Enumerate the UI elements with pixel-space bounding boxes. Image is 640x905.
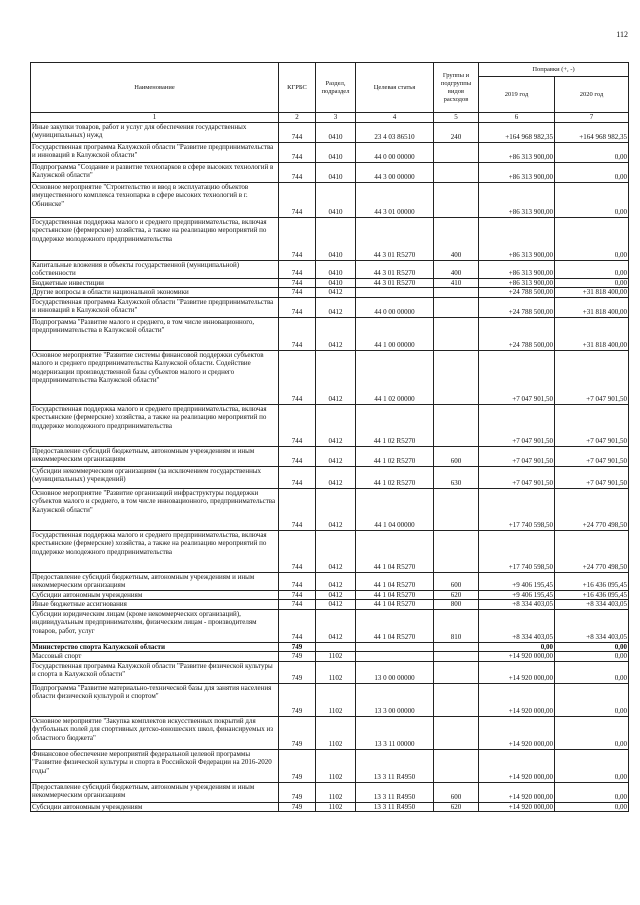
row-2019-amount-cell: +14 920 000,00 xyxy=(479,652,555,662)
row-kgrbs-cell: 744 xyxy=(279,217,316,260)
row-2020-amount-cell: 0,00 xyxy=(555,782,629,802)
row-group-cell xyxy=(434,652,479,662)
column-number: 5 xyxy=(434,113,479,123)
row-2019-amount-cell: +7 047 901,50 xyxy=(479,446,555,466)
row-target-cell: 44 1 04 R5270 xyxy=(356,609,434,642)
row-name-cell: Министерство спорта Калужской области xyxy=(31,642,279,652)
table-body xyxy=(31,122,629,812)
row-name-cell: Субсидии некоммерческим организациям (за исключением государственных (муниципальных) учреждений) xyxy=(31,466,279,488)
column-number: 4 xyxy=(356,113,434,123)
row-kgrbs-cell: 744 xyxy=(279,297,316,317)
row-2019-amount-cell: +9 406 195,45 xyxy=(479,572,555,590)
row-2019-amount-cell: +24 788 500,00 xyxy=(479,288,555,298)
row-2019-amount-cell: +86 313 900,00 xyxy=(479,260,555,278)
row-kgrbs-cell: 744 xyxy=(279,278,316,288)
row-target-cell xyxy=(356,652,434,662)
row-name-cell: Субсидии автономным учреждениям xyxy=(31,590,279,600)
row-name-cell: Государственная программа Калужской области "Развитие предпринимательства и инноваций в Калужской области" xyxy=(31,297,279,317)
row-section-cell: 0410 xyxy=(316,182,356,217)
row-group-cell xyxy=(434,288,479,298)
row-target-cell: 44 1 02 00000 xyxy=(356,350,434,404)
table-row xyxy=(31,683,629,716)
row-kgrbs-cell: 744 xyxy=(279,288,316,298)
row-target-cell: 44 1 04 R5270 xyxy=(356,572,434,590)
row-kgrbs-cell: 744 xyxy=(279,122,316,142)
table-row xyxy=(31,122,629,142)
row-group-cell xyxy=(434,404,479,446)
row-target-cell: 44 1 02 R5270 xyxy=(356,404,434,446)
header-name: Наименование xyxy=(31,63,279,113)
row-name-cell: Подпрограмма "Развитие материально-технической базы для занятия населения области физической культурой и спортом" xyxy=(31,683,279,716)
row-section-cell: 0410 xyxy=(316,162,356,182)
row-group-cell xyxy=(434,297,479,317)
row-2020-amount-cell: +8 334 403,05 xyxy=(555,609,629,642)
row-section-cell: 1102 xyxy=(316,749,356,782)
row-kgrbs-cell: 749 xyxy=(279,661,316,683)
row-kgrbs-cell: 749 xyxy=(279,749,316,782)
row-2019-amount-cell: +8 334 403,05 xyxy=(479,609,555,642)
row-2020-amount-cell: 0,00 xyxy=(555,802,629,812)
row-2019-amount-cell: +164 968 982,35 xyxy=(479,122,555,142)
row-section-cell: 0410 xyxy=(316,217,356,260)
row-name-cell: Предоставление субсидий бюджетным, автономным учреждениям и иным некоммерческим организациям xyxy=(31,782,279,802)
row-kgrbs-cell: 744 xyxy=(279,446,316,466)
row-section-cell: 0412 xyxy=(316,446,356,466)
page-number: 112 xyxy=(616,30,628,39)
row-2020-amount-cell: +164 968 982,35 xyxy=(555,122,629,142)
row-section-cell: 0410 xyxy=(316,122,356,142)
row-kgrbs-cell: 744 xyxy=(279,162,316,182)
row-2020-amount-cell: 0,00 xyxy=(555,162,629,182)
row-group-cell: 410 xyxy=(434,278,479,288)
row-section-cell: 1102 xyxy=(316,782,356,802)
column-number: 3 xyxy=(316,113,356,123)
row-kgrbs-cell: 749 xyxy=(279,802,316,812)
row-name-cell: Подпрограмма "Развитие малого и среднего, в том числе инновационного, предпринимательства в Калужской области" xyxy=(31,317,279,350)
table-row xyxy=(31,802,629,812)
row-group-cell: 620 xyxy=(434,802,479,812)
row-group-cell xyxy=(434,716,479,749)
row-target-cell xyxy=(356,642,434,652)
row-group-cell xyxy=(434,488,479,530)
row-target-cell: 44 1 04 R5270 xyxy=(356,600,434,610)
row-target-cell: 13 3 11 00000 xyxy=(356,716,434,749)
table-row xyxy=(31,661,629,683)
row-group-cell xyxy=(434,162,479,182)
row-2019-amount-cell: +17 740 598,50 xyxy=(479,488,555,530)
column-number: 7 xyxy=(555,113,629,123)
table-row xyxy=(31,278,629,288)
row-kgrbs-cell: 744 xyxy=(279,488,316,530)
row-group-cell: 810 xyxy=(434,609,479,642)
row-target-cell: 44 3 01 R5270 xyxy=(356,278,434,288)
row-2020-amount-cell: +16 436 095,45 xyxy=(555,572,629,590)
row-name-cell: Государственная программа Калужской области "Развитие физической культуры и спорта в Калужской области" xyxy=(31,661,279,683)
row-target-cell: 44 1 04 R5270 xyxy=(356,590,434,600)
column-number: 6 xyxy=(479,113,555,123)
row-section-cell: 0412 xyxy=(316,609,356,642)
row-2019-amount-cell: +14 920 000,00 xyxy=(479,749,555,782)
row-section-cell: 1102 xyxy=(316,661,356,683)
table-row xyxy=(31,572,629,590)
row-kgrbs-cell: 744 xyxy=(279,404,316,446)
row-kgrbs-cell: 744 xyxy=(279,572,316,590)
row-group-cell: 400 xyxy=(434,217,479,260)
row-2020-amount-cell: +16 436 095,45 xyxy=(555,590,629,600)
row-group-cell: 240 xyxy=(434,122,479,142)
row-2019-amount-cell: +17 740 598,50 xyxy=(479,530,555,572)
row-name-cell: Государственная поддержка малого и среднего предпринимательства, включая крестьянские (фермерские) хозяйства, а также на реализацию мероприятий по поддержке молодежного предпринимательства xyxy=(31,217,279,260)
row-kgrbs-cell: 744 xyxy=(279,530,316,572)
row-2020-amount-cell: 0,00 xyxy=(555,683,629,716)
table-row xyxy=(31,350,629,404)
row-2020-amount-cell: 0,00 xyxy=(555,642,629,652)
row-kgrbs-cell: 744 xyxy=(279,142,316,162)
row-section-cell: 0412 xyxy=(316,317,356,350)
row-section-cell xyxy=(316,642,356,652)
row-group-cell xyxy=(434,350,479,404)
row-name-cell: Субсидии юридическим лицам (кроме некоммерческих организаций), индивидуальным предпринимателям, физическим лицам - производителям товаров, работ, услуг xyxy=(31,609,279,642)
row-section-cell: 0412 xyxy=(316,350,356,404)
row-target-cell: 44 1 02 R5270 xyxy=(356,466,434,488)
row-kgrbs-cell: 744 xyxy=(279,600,316,610)
row-group-cell xyxy=(434,749,479,782)
row-group-cell: 600 xyxy=(434,782,479,802)
row-target-cell: 44 3 01 R5270 xyxy=(356,260,434,278)
row-section-cell: 1102 xyxy=(316,802,356,812)
row-group-cell xyxy=(434,530,479,572)
row-name-cell: Массовый спорт xyxy=(31,652,279,662)
row-2019-amount-cell: +7 047 901,50 xyxy=(479,350,555,404)
row-2020-amount-cell: +7 047 901,50 xyxy=(555,466,629,488)
row-2020-amount-cell: 0,00 xyxy=(555,260,629,278)
row-group-cell: 800 xyxy=(434,600,479,610)
table-row xyxy=(31,317,629,350)
row-name-cell: Государственная программа Калужской области "Развитие предпринимательства и инноваций в Калужской области" xyxy=(31,142,279,162)
table-row xyxy=(31,217,629,260)
row-2020-amount-cell: 0,00 xyxy=(555,142,629,162)
row-2019-amount-cell: +14 920 000,00 xyxy=(479,661,555,683)
row-kgrbs-cell: 744 xyxy=(279,466,316,488)
row-section-cell: 0412 xyxy=(316,600,356,610)
row-2019-amount-cell: +14 920 000,00 xyxy=(479,683,555,716)
table-row xyxy=(31,652,629,662)
row-2020-amount-cell: +7 047 901,50 xyxy=(555,350,629,404)
table-row xyxy=(31,600,629,610)
row-2019-amount-cell: +8 334 403,05 xyxy=(479,600,555,610)
row-2019-amount-cell: +9 406 195,45 xyxy=(479,590,555,600)
row-section-cell: 0410 xyxy=(316,142,356,162)
header-year-2019: 2019 год xyxy=(479,77,555,113)
row-name-cell: Иные закупки товаров, работ и услуг для обеспечения государственных (муниципальных) нужд xyxy=(31,122,279,142)
row-section-cell: 0412 xyxy=(316,466,356,488)
row-kgrbs-cell: 749 xyxy=(279,683,316,716)
row-2020-amount-cell: 0,00 xyxy=(555,661,629,683)
row-target-cell: 44 3 01 R5270 xyxy=(356,217,434,260)
table-row xyxy=(31,716,629,749)
row-kgrbs-cell: 744 xyxy=(279,182,316,217)
column-number-row xyxy=(31,113,629,123)
row-section-cell: 0412 xyxy=(316,297,356,317)
table-row xyxy=(31,404,629,446)
row-2019-amount-cell: +24 788 500,00 xyxy=(479,317,555,350)
row-kgrbs-cell: 744 xyxy=(279,317,316,350)
row-group-cell: 630 xyxy=(434,466,479,488)
header-section: Раздел, подраздел xyxy=(316,63,356,113)
row-kgrbs-cell: 744 xyxy=(279,350,316,404)
row-target-cell: 44 0 00 00000 xyxy=(356,297,434,317)
row-2020-amount-cell: +7 047 901,50 xyxy=(555,446,629,466)
budget-amendments-table xyxy=(30,62,629,812)
table-row xyxy=(31,142,629,162)
table-row xyxy=(31,297,629,317)
row-kgrbs-cell: 749 xyxy=(279,642,316,652)
row-target-cell: 44 1 04 00000 xyxy=(356,488,434,530)
row-name-cell: Государственная поддержка малого и среднего предпринимательства, включая крестьянские (фермерские) хозяйства, а также на реализацию мероприятий по поддержке молодежного предпринимательства xyxy=(31,404,279,446)
row-2020-amount-cell: +31 818 400,00 xyxy=(555,288,629,298)
row-section-cell: 1102 xyxy=(316,652,356,662)
row-target-cell: 44 0 00 00000 xyxy=(356,142,434,162)
row-target-cell: 44 1 02 R5270 xyxy=(356,446,434,466)
row-2020-amount-cell: 0,00 xyxy=(555,716,629,749)
row-name-cell: Основное мероприятие "Строительство и ввод в эксплуатацию объектов имущественного комплекса технопарка в сфере высоких технологий в г. Обнинске" xyxy=(31,182,279,217)
row-2019-amount-cell: +7 047 901,50 xyxy=(479,466,555,488)
row-2019-amount-cell: +24 788 500,00 xyxy=(479,297,555,317)
table-row xyxy=(31,466,629,488)
row-kgrbs-cell: 744 xyxy=(279,260,316,278)
row-section-cell: 0412 xyxy=(316,572,356,590)
row-group-cell xyxy=(434,661,479,683)
row-2019-amount-cell: +86 313 900,00 xyxy=(479,162,555,182)
row-group-cell: 400 xyxy=(434,260,479,278)
row-name-cell: Иные бюджетные ассигнования xyxy=(31,600,279,610)
row-name-cell: Предоставление субсидий бюджетным, автономным учреждениям и иным некоммерческим организациям xyxy=(31,572,279,590)
header-year-2020: 2020 год xyxy=(555,77,629,113)
table-row xyxy=(31,749,629,782)
row-2020-amount-cell: 0,00 xyxy=(555,217,629,260)
row-2019-amount-cell: +14 920 000,00 xyxy=(479,782,555,802)
row-target-cell: 44 1 00 00000 xyxy=(356,317,434,350)
row-2020-amount-cell: 0,00 xyxy=(555,749,629,782)
row-2020-amount-cell: +7 047 901,50 xyxy=(555,404,629,446)
row-section-cell: 0412 xyxy=(316,488,356,530)
row-section-cell: 0412 xyxy=(316,288,356,298)
table-row xyxy=(31,288,629,298)
row-name-cell: Субсидии автономным учреждениям xyxy=(31,802,279,812)
row-kgrbs-cell: 749 xyxy=(279,716,316,749)
row-name-cell: Капитальные вложения в объекты государственной (муниципальной) собственности xyxy=(31,260,279,278)
row-name-cell: Основное мероприятие "Развитие организаций инфраструктуры поддержки субъектов малого и среднего, в том числе инновационного, предпринимательства Калужской области" xyxy=(31,488,279,530)
row-name-cell: Другие вопросы в области национальной экономики xyxy=(31,288,279,298)
row-section-cell: 0410 xyxy=(316,260,356,278)
row-target-cell: 44 3 01 00000 xyxy=(356,182,434,217)
row-2020-amount-cell: +31 818 400,00 xyxy=(555,297,629,317)
row-group-cell xyxy=(434,142,479,162)
table-row xyxy=(31,446,629,466)
header-group: Группы и подгруппы видов расходов xyxy=(434,63,479,113)
row-2019-amount-cell: 0,00 xyxy=(479,642,555,652)
row-2020-amount-cell: +8 334 403,05 xyxy=(555,600,629,610)
table-row xyxy=(31,609,629,642)
row-group-cell: 600 xyxy=(434,446,479,466)
row-2019-amount-cell: +7 047 901,50 xyxy=(479,404,555,446)
row-target-cell xyxy=(356,288,434,298)
row-section-cell: 0412 xyxy=(316,590,356,600)
row-name-cell: Бюджетные инвестиции xyxy=(31,278,279,288)
row-2019-amount-cell: +14 920 000,00 xyxy=(479,716,555,749)
row-target-cell: 13 3 11 R4950 xyxy=(356,802,434,812)
row-target-cell: 13 3 00 00000 xyxy=(356,683,434,716)
row-name-cell: Подпрограмма "Создание и развитие технопарков в сфере высоких технологий в Калужской области" xyxy=(31,162,279,182)
row-group-cell xyxy=(434,182,479,217)
row-kgrbs-cell: 744 xyxy=(279,609,316,642)
header-target: Целевая статья xyxy=(356,63,434,113)
row-group-cell: 600 xyxy=(434,572,479,590)
row-kgrbs-cell: 744 xyxy=(279,590,316,600)
column-number: 1 xyxy=(31,113,279,123)
table-row xyxy=(31,182,629,217)
row-target-cell: 13 3 11 R4950 xyxy=(356,782,434,802)
row-name-cell: Предоставление субсидий бюджетным, автономным учреждениям и иным некоммерческим организациям xyxy=(31,446,279,466)
table-row xyxy=(31,642,629,652)
row-2020-amount-cell: +24 770 498,50 xyxy=(555,488,629,530)
row-section-cell: 0412 xyxy=(316,404,356,446)
row-kgrbs-cell: 749 xyxy=(279,652,316,662)
row-2020-amount-cell: 0,00 xyxy=(555,278,629,288)
row-2020-amount-cell: +24 770 498,50 xyxy=(555,530,629,572)
row-2019-amount-cell: +86 313 900,00 xyxy=(479,278,555,288)
row-2020-amount-cell: +31 818 400,00 xyxy=(555,317,629,350)
column-number: 2 xyxy=(279,113,316,123)
table-row xyxy=(31,782,629,802)
row-2019-amount-cell: +86 313 900,00 xyxy=(479,182,555,217)
table-row xyxy=(31,260,629,278)
row-section-cell: 1102 xyxy=(316,683,356,716)
row-target-cell: 23 4 03 86510 xyxy=(356,122,434,142)
header-kgrbs: КГРБС xyxy=(279,63,316,113)
row-2019-amount-cell: +86 313 900,00 xyxy=(479,142,555,162)
row-name-cell: Финансовое обеспечение мероприятий федеральной целевой программы "Развитие физической культуры и спорта в Российской Федерации на 2016-2020 годы" xyxy=(31,749,279,782)
row-kgrbs-cell: 749 xyxy=(279,782,316,802)
row-2019-amount-cell: +14 920 000,00 xyxy=(479,802,555,812)
row-group-cell xyxy=(434,683,479,716)
row-section-cell: 0410 xyxy=(316,278,356,288)
row-name-cell: Основное мероприятие "Закупка комплектов искусственных покрытий для футбольных полей для спортивных детско-юношеских школ, финансируемых из областного бюджета" xyxy=(31,716,279,749)
row-2020-amount-cell: 0,00 xyxy=(555,652,629,662)
row-2019-amount-cell: +86 313 900,00 xyxy=(479,217,555,260)
row-2020-amount-cell: 0,00 xyxy=(555,182,629,217)
table-row xyxy=(31,488,629,530)
table-row xyxy=(31,530,629,572)
header-amendments: Поправки (+, -) xyxy=(479,63,629,77)
row-group-cell: 620 xyxy=(434,590,479,600)
table-row xyxy=(31,162,629,182)
row-section-cell: 0412 xyxy=(316,530,356,572)
row-target-cell: 13 3 11 R4950 xyxy=(356,749,434,782)
row-target-cell: 13 0 00 00000 xyxy=(356,661,434,683)
row-group-cell xyxy=(434,317,479,350)
row-target-cell: 44 3 00 00000 xyxy=(356,162,434,182)
table-row xyxy=(31,590,629,600)
row-section-cell: 1102 xyxy=(316,716,356,749)
row-name-cell: Государственная поддержка малого и среднего предпринимательства, включая крестьянские (фермерские) хозяйства, а также на реализацию мероприятий по поддержке молодежного предпринимательства xyxy=(31,530,279,572)
row-target-cell: 44 1 04 R5270 xyxy=(356,530,434,572)
row-name-cell: Основное мероприятие "Развитие системы финансовой поддержки субъектов малого и среднего предпринимательства Калужской области. Содействие модернизации производственной базы субъектов малого и среднего предпринимательства Калужской области" xyxy=(31,350,279,404)
row-group-cell xyxy=(434,642,479,652)
